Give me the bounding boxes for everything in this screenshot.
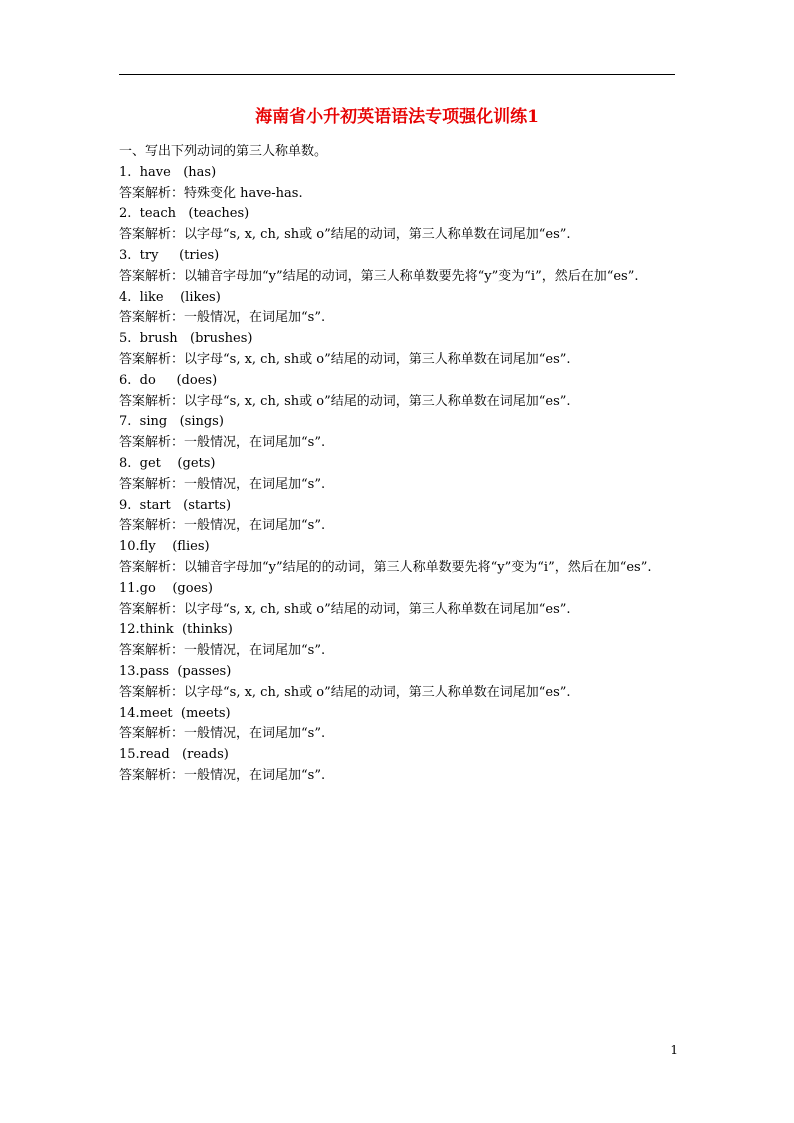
answer-explanation: 答案解析：一般情况，在词尾加“s”. [119,310,326,326]
answer-explanation: 答案解析：一般情况，在词尾加“s”. [119,518,326,534]
answer-explanation: 答案解析：以字母“s, x, ch, sh或 o”结尾的动词，第三人称单数在词尾加“es”. [119,684,571,700]
answer-explanation: 答案解析：一般情况，在词尾加“s”. [119,643,326,659]
question-line: 11.go (goes) [119,580,214,596]
question-line: 8. get (gets) [119,455,216,471]
question-line: 4. like (likes) [119,289,221,305]
answer-explanation: 答案解析：一般情况，在词尾加“s”. [119,726,326,742]
question-line: 5. brush (brushes) [119,331,253,347]
question-line: 3. try (tries) [119,247,220,263]
answer-explanation: 答案解析：以辅音字母加“y”结尾的的动词，第三人称单数要先将“y”变为“i”，然后在加“es”. [119,559,652,575]
question-line: 7. sing (sings) [119,414,224,430]
answer-explanation: 答案解析：以辅音字母加“y”结尾的动词，第三人称单数要先将“y”变为“i”，然后在加“es”. [119,268,639,284]
page-number: 1 [670,1043,678,1057]
answer-explanation: 答案解析：一般情况，在词尾加“s”. [119,435,326,451]
section-heading: 一、写出下列动词的第三人称单数。 [119,144,328,159]
answer-explanation: 答案解析：以字母“s, x, ch, sh或 o”结尾的动词，第三人称单数在词尾加“es”. [119,227,571,243]
question-line: 10.fly (flies) [119,539,210,555]
answer-explanation: 答案解析：特殊变化 have-has. [119,185,303,201]
question-line: 12.think (thinks) [119,622,233,638]
question-line: 1. have (has) [119,164,217,180]
answer-explanation: 答案解析：以字母“s, x, ch, sh或 o”结尾的动词，第三人称单数在词尾加“es”. [119,601,571,617]
question-line: 13.pass (passes) [119,663,232,679]
document-body [119,142,679,787]
answer-explanation: 答案解析：以字母“s, x, ch, sh或 o”结尾的动词，第三人称单数在词尾加“es”. [119,351,571,367]
question-line: 9. start (starts) [119,497,232,513]
answer-explanation: 答案解析：以字母“s, x, ch, sh或 o”结尾的动词，第三人称单数在词尾加“es”. [119,393,571,409]
document-title: 海南省小升初英语语法专项强化训练1 [255,107,539,127]
question-line: 6. do (does) [119,372,218,388]
answer-explanation: 答案解析：一般情况，在词尾加“s”. [119,767,326,783]
answer-explanation: 答案解析：一般情况，在词尾加“s”. [119,476,326,492]
question-line: 2. teach (teaches) [119,206,250,222]
question-line: 14.meet (meets) [119,705,231,721]
header-rule [119,74,675,75]
question-line: 15.read (reads) [119,747,229,763]
